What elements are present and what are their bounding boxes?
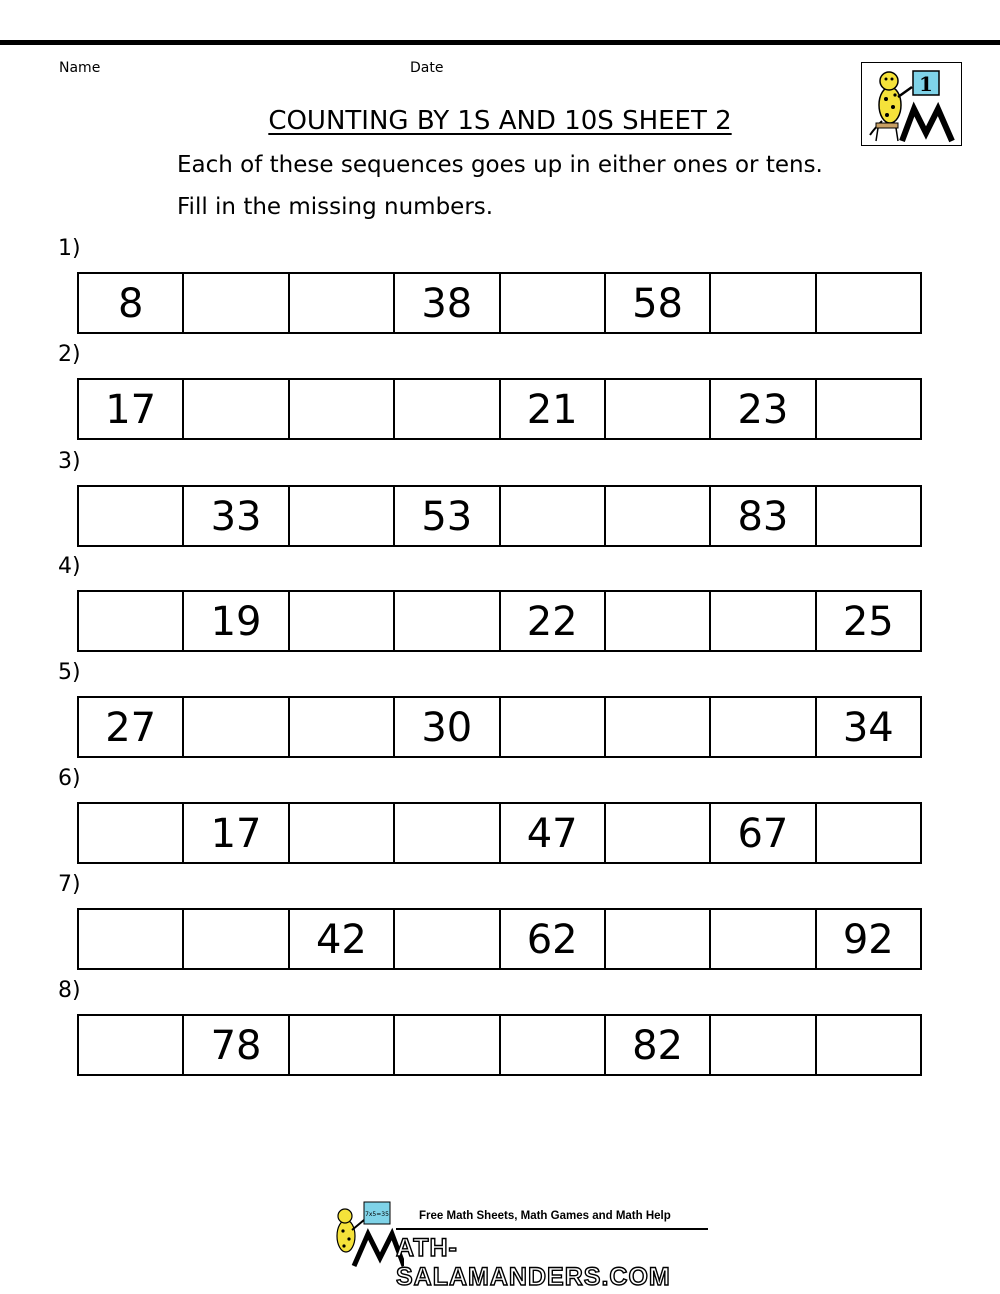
sequence-cell[interactable] — [711, 274, 816, 332]
sequence-cell[interactable] — [395, 1016, 500, 1074]
sequence-row — [77, 485, 922, 547]
question-label: 6) — [58, 766, 81, 791]
sequence-cell[interactable] — [79, 910, 184, 968]
sequence-cell[interactable]: 8 — [79, 274, 184, 332]
sequence-cell[interactable]: 78 — [184, 1016, 289, 1074]
sequence-cell[interactable]: 22 — [501, 592, 606, 650]
sequence-row — [77, 378, 922, 440]
question-label: 2) — [58, 342, 81, 367]
sequence-cell[interactable] — [501, 1016, 606, 1074]
sequence-cell[interactable]: 82 — [606, 1016, 711, 1074]
date-label: Date — [410, 60, 444, 76]
sequence-cell[interactable] — [290, 487, 395, 545]
sequence-cell[interactable] — [290, 274, 395, 332]
sequence-cell[interactable] — [606, 804, 711, 862]
instruction-line-2: Fill in the missing numbers. — [177, 194, 494, 220]
sequence-row — [77, 908, 922, 970]
sequence-cell[interactable]: 47 — [501, 804, 606, 862]
sequence-cell[interactable] — [290, 380, 395, 438]
sequence-cell[interactable] — [606, 487, 711, 545]
sequence-row — [77, 590, 922, 652]
sequence-cell[interactable] — [711, 592, 816, 650]
sequence-cell[interactable]: 38 — [395, 274, 500, 332]
sequence-cell[interactable]: 92 — [842, 917, 894, 963]
sequence-cell[interactable] — [606, 910, 711, 968]
sequence-cell[interactable]: 62 — [501, 910, 606, 968]
footer-salamander-icon — [324, 1200, 404, 1270]
sequence-cell[interactable]: 17 — [184, 804, 289, 862]
sequence-cell[interactable] — [817, 1016, 920, 1074]
footer-sign-text: 7x5=35 — [365, 1211, 389, 1218]
instruction-line-1: Each of these sequences goes up in either ones or tens. — [177, 152, 823, 178]
sequence-cell[interactable] — [79, 1016, 184, 1074]
question-label: 8) — [58, 978, 81, 1003]
sequence-cell[interactable]: 33 — [184, 487, 289, 545]
sequence-cell[interactable]: 25 — [842, 599, 894, 645]
sequence-cell[interactable]: 83 — [711, 487, 816, 545]
sequence-cell[interactable] — [711, 1016, 816, 1074]
sequence-cell[interactable] — [79, 592, 184, 650]
sequence-cell[interactable] — [290, 592, 395, 650]
sequence-row — [77, 272, 922, 334]
name-label: Name — [59, 60, 101, 76]
sequence-cell[interactable] — [395, 910, 500, 968]
sequence-cell[interactable] — [184, 380, 289, 438]
sequence-cell[interactable] — [184, 910, 289, 968]
footer-tagline: Free Math Sheets, Math Games and Math Help — [419, 1210, 671, 1222]
sequence-cell[interactable] — [817, 487, 920, 545]
sequence-cell[interactable] — [184, 274, 289, 332]
sequence-cell[interactable] — [290, 1016, 395, 1074]
sequence-cell[interactable] — [817, 274, 920, 332]
sequence-cell[interactable] — [79, 804, 184, 862]
footer-branding — [324, 1200, 714, 1291]
sequence-cell[interactable] — [184, 698, 289, 756]
footer-brand-name: ATH-SALAMANDERS.COM — [396, 1234, 671, 1291]
sequence-cell[interactable]: 23 — [711, 380, 816, 438]
sequence-cell[interactable] — [606, 380, 711, 438]
sequence-cell[interactable] — [395, 592, 500, 650]
sequence-cell[interactable] — [817, 380, 920, 438]
logo-badge-number: 1 — [919, 72, 933, 96]
top-rule — [0, 40, 1000, 45]
sequence-cell[interactable]: 67 — [711, 804, 816, 862]
sequence-cell[interactable] — [711, 910, 816, 968]
sequence-cell[interactable]: 58 — [606, 274, 711, 332]
sequence-cell[interactable] — [606, 698, 711, 756]
question-label: 3) — [58, 449, 81, 474]
sequence-cell[interactable]: 42 — [290, 910, 395, 968]
sequence-cell[interactable] — [817, 804, 920, 862]
sequence-cell[interactable] — [501, 698, 606, 756]
question-label: 7) — [58, 872, 81, 897]
sequence-row — [77, 802, 922, 864]
sequence-cell[interactable]: 21 — [501, 380, 606, 438]
sequence-row — [77, 1014, 922, 1076]
question-label: 5) — [58, 660, 81, 685]
sequence-cell[interactable]: 53 — [395, 487, 500, 545]
sequence-cell[interactable] — [79, 487, 184, 545]
sequence-cell[interactable]: 27 — [79, 698, 184, 756]
footer-divider — [396, 1228, 708, 1230]
sequence-cell[interactable] — [395, 804, 500, 862]
sequence-cell[interactable] — [501, 487, 606, 545]
sequence-cell[interactable]: 17 — [79, 380, 184, 438]
sequence-cell[interactable] — [711, 698, 816, 756]
sequence-cell[interactable] — [290, 804, 395, 862]
sequence-cell[interactable] — [395, 380, 500, 438]
sequence-cell[interactable]: 34 — [842, 705, 894, 751]
sequence-cell[interactable] — [606, 592, 711, 650]
sequence-cell[interactable] — [290, 698, 395, 756]
question-label: 1) — [58, 236, 81, 261]
sequence-cell[interactable] — [501, 274, 606, 332]
sequence-cell[interactable]: 19 — [184, 592, 289, 650]
sequence-cell[interactable]: 30 — [395, 698, 500, 756]
question-label: 4) — [58, 554, 81, 579]
sequence-row — [77, 696, 922, 758]
worksheet-title: COUNTING BY 1S AND 10S SHEET 2 — [268, 106, 732, 136]
